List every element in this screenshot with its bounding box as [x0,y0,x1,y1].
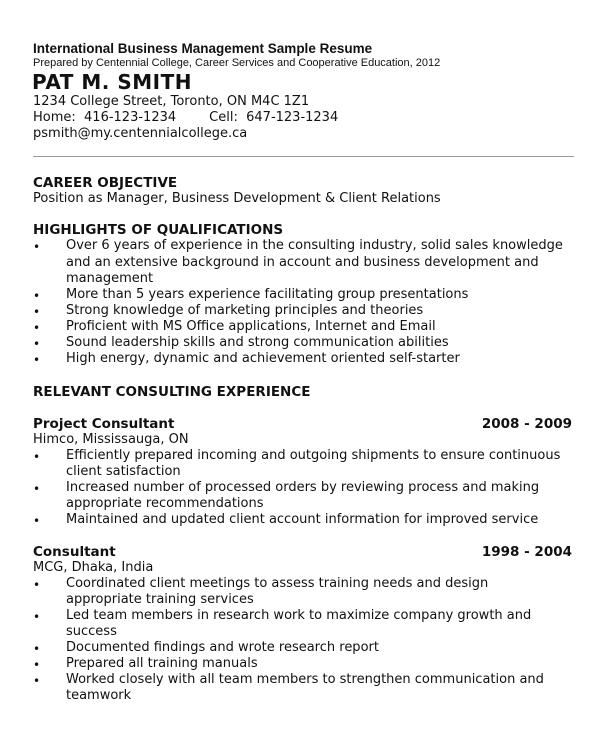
bullet-marker: • [33,674,41,688]
bullet-marker: • [33,642,41,656]
experience-heading: RELEVANT CONSULTING EXPERIENCE [33,384,311,400]
bullet-marker: • [33,289,41,303]
job-bullet-line: Increased number of processed orders by reviewing process and making [66,480,540,495]
bullet-marker: • [33,514,41,528]
job-bullet-line: appropriate training services [66,592,254,607]
job-bullet-line: Worked closely with all team members to strengthen communication and [66,672,544,687]
bullet-marker: • [33,658,41,672]
bullet-marker: • [33,610,41,624]
phone-line: Home: 416-123-1234 Cell: 647-123-1234 [33,110,339,125]
career-objective-text: Position as Manager, Business Development & Client Relations [33,191,441,206]
highlight-line: Sound leadership skills and strong communication abilities [66,335,449,350]
highlight-line: management [66,271,154,286]
highlight-line: Strong knowledge of marketing principles and theories [66,303,424,318]
bullet-marker: • [33,578,41,592]
job-bullet-line: Led team members in research work to maximize company growth and [66,608,532,623]
highlight-line: High energy, dynamic and achievement oriented self-starter [66,351,460,366]
candidate-name: PAT M. SMITH [32,70,192,94]
career-objective-heading: CAREER OBJECTIVE [33,175,178,191]
job-bullet-line: appropriate recommendations [66,496,264,511]
job-bullet-line: Prepared all training manuals [66,656,258,671]
highlight-line: Over 6 years of experience in the consulting industry, solid sales knowledge [66,238,563,253]
bullet-marker: • [33,450,41,464]
document-title: International Business Management Sample Resume [33,41,373,56]
job-bullet-line: client satisfaction [66,464,181,479]
job-company: MCG, Dhaka, India [33,560,154,575]
job-title: Project Consultant [33,416,175,432]
highlight-line: Proficient with MS Office applications, Internet and Email [66,319,436,334]
header-divider [33,156,574,157]
job-years: 1998 - 2004 [481,544,572,560]
job-bullet-line: Efficiently prepared incoming and outgoing shipments to ensure continuous [66,448,561,463]
job-company: Himco, Mississauga, ON [33,432,189,447]
job-bullet-line: Maintained and updated client account information for improved service [66,512,539,527]
highlight-line: More than 5 years experience facilitating group presentations [66,287,469,302]
bullet-marker: • [33,305,41,319]
email-line: psmith@my.centennialcollege.ca [33,126,248,141]
bullet-marker: • [33,321,41,335]
highlight-line: and an extensive background in account and business development and [66,255,539,270]
job-bullet-line: Coordinated client meetings to assess training needs and design [66,576,489,591]
job-bullet-line: teamwork [66,688,132,703]
job-title: Consultant [33,544,116,560]
bullet-marker: • [33,353,41,367]
job-years: 2008 - 2009 [481,416,572,432]
bullet-marker: • [33,482,41,496]
bullet-marker: • [33,240,41,254]
prepared-by-line: Prepared by Centennial College, Career Services and Cooperative Education, 2012 [33,57,441,69]
highlights-heading: HIGHLIGHTS OF QUALIFICATIONS [33,222,284,238]
bullet-marker: • [33,337,41,351]
job-bullet-line: success [66,624,117,639]
address-line: 1234 College Street, Toronto, ON M4C 1Z1 [33,94,310,109]
job-bullet-line: Documented findings and wrote research report [66,640,379,655]
